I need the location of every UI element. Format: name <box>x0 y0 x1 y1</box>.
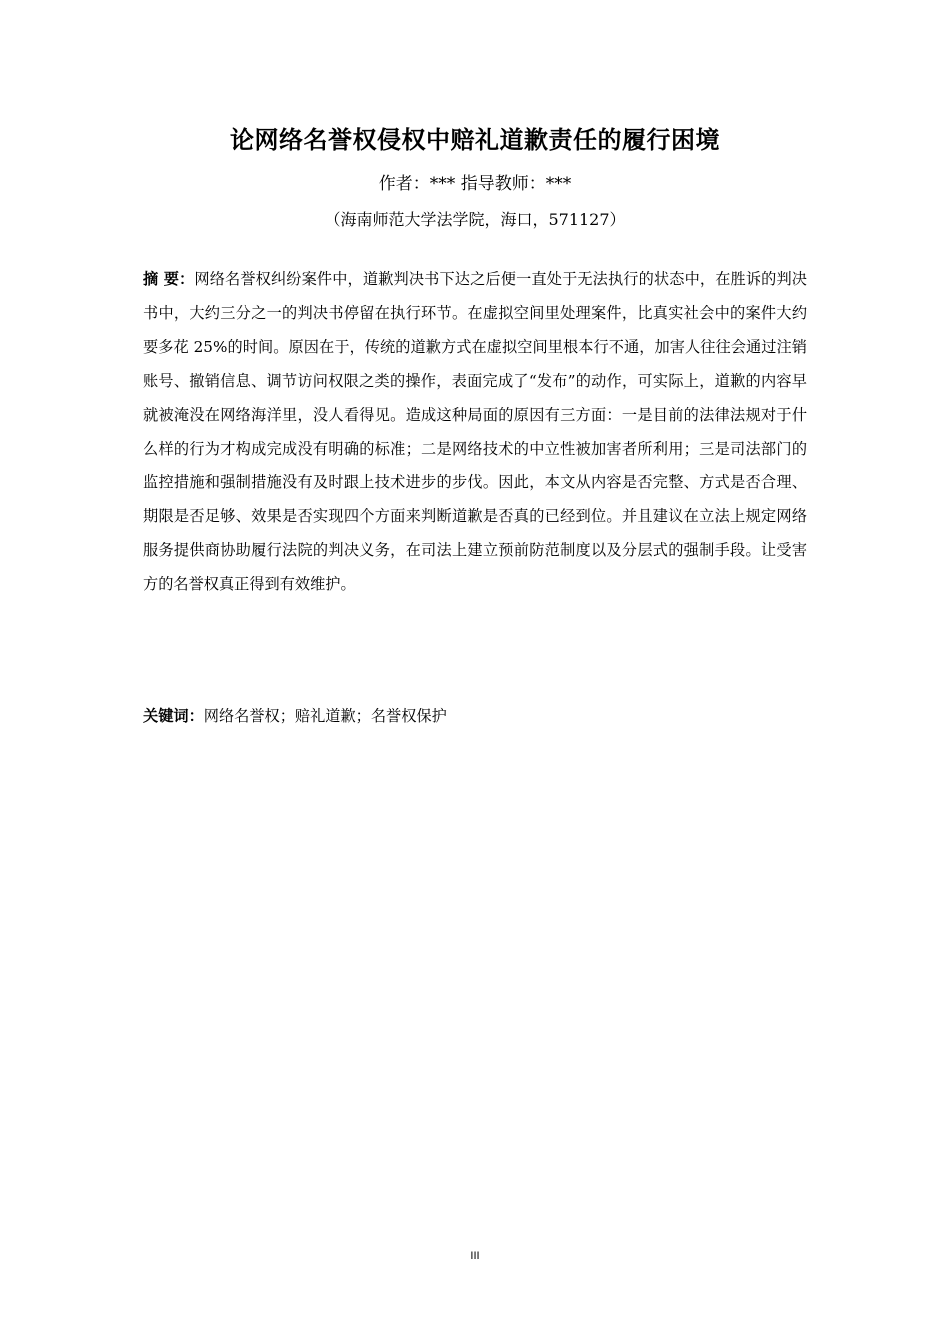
abstract-label: 摘 要： <box>143 270 195 288</box>
paper-title: 论网络名誉权侵权中赔礼道歉责任的履行困境 <box>230 126 720 154</box>
abstract-paragraph <box>143 263 807 602</box>
abstract-text: 网络名誉权纠纷案件中，道歉判决书下达之后便一直处于无法执行的状态中，在胜诉的判决书中，大约三分之一的判决书停留在执行环节。在虚拟空间里处理案件，比真实社会中的案件大约要多花 25%的时间。原因在于，传统的道歉方式在虚拟空间里根本行不通，加害人往往会通过注销账号、撤销信息、调节访问权限之类的操作，表面完成了“发布”的动作，可实际上，道歉的内容早就被淹没在网络海洋里，没人看得见。造成这种局面的原因有三方面：一是目前的法律法规对于什么样的行为才构成完成没有明确的标准；二是网络技术的中立性被加害者所利用；三是司法部门的监控措施和强制措施没有及时跟上技术进步的步伐。因此，本文从内容是否完整、方式是否合理、期限是否足够、效果是否实现四个方面来判断道歉是否真的已经到位。并且建议在立法上规定网络服务提供商协助履行法院的判决义务，在司法上建立预前防范制度以及分层式的强制手段。让受害方的名誉权真正得到有效维护。 <box>143 270 807 594</box>
keywords-line <box>143 700 807 732</box>
author-line: 作者：*** 指导教师：*** <box>378 174 572 194</box>
page-number: III <box>470 1250 480 1262</box>
keywords-text: 网络名誉权；赔礼道歉；名誉权保护 <box>203 707 447 725</box>
keywords-label: 关键词： <box>143 707 204 725</box>
affiliation-line: （海南师范大学法学院，海口，571127） <box>324 210 626 229</box>
